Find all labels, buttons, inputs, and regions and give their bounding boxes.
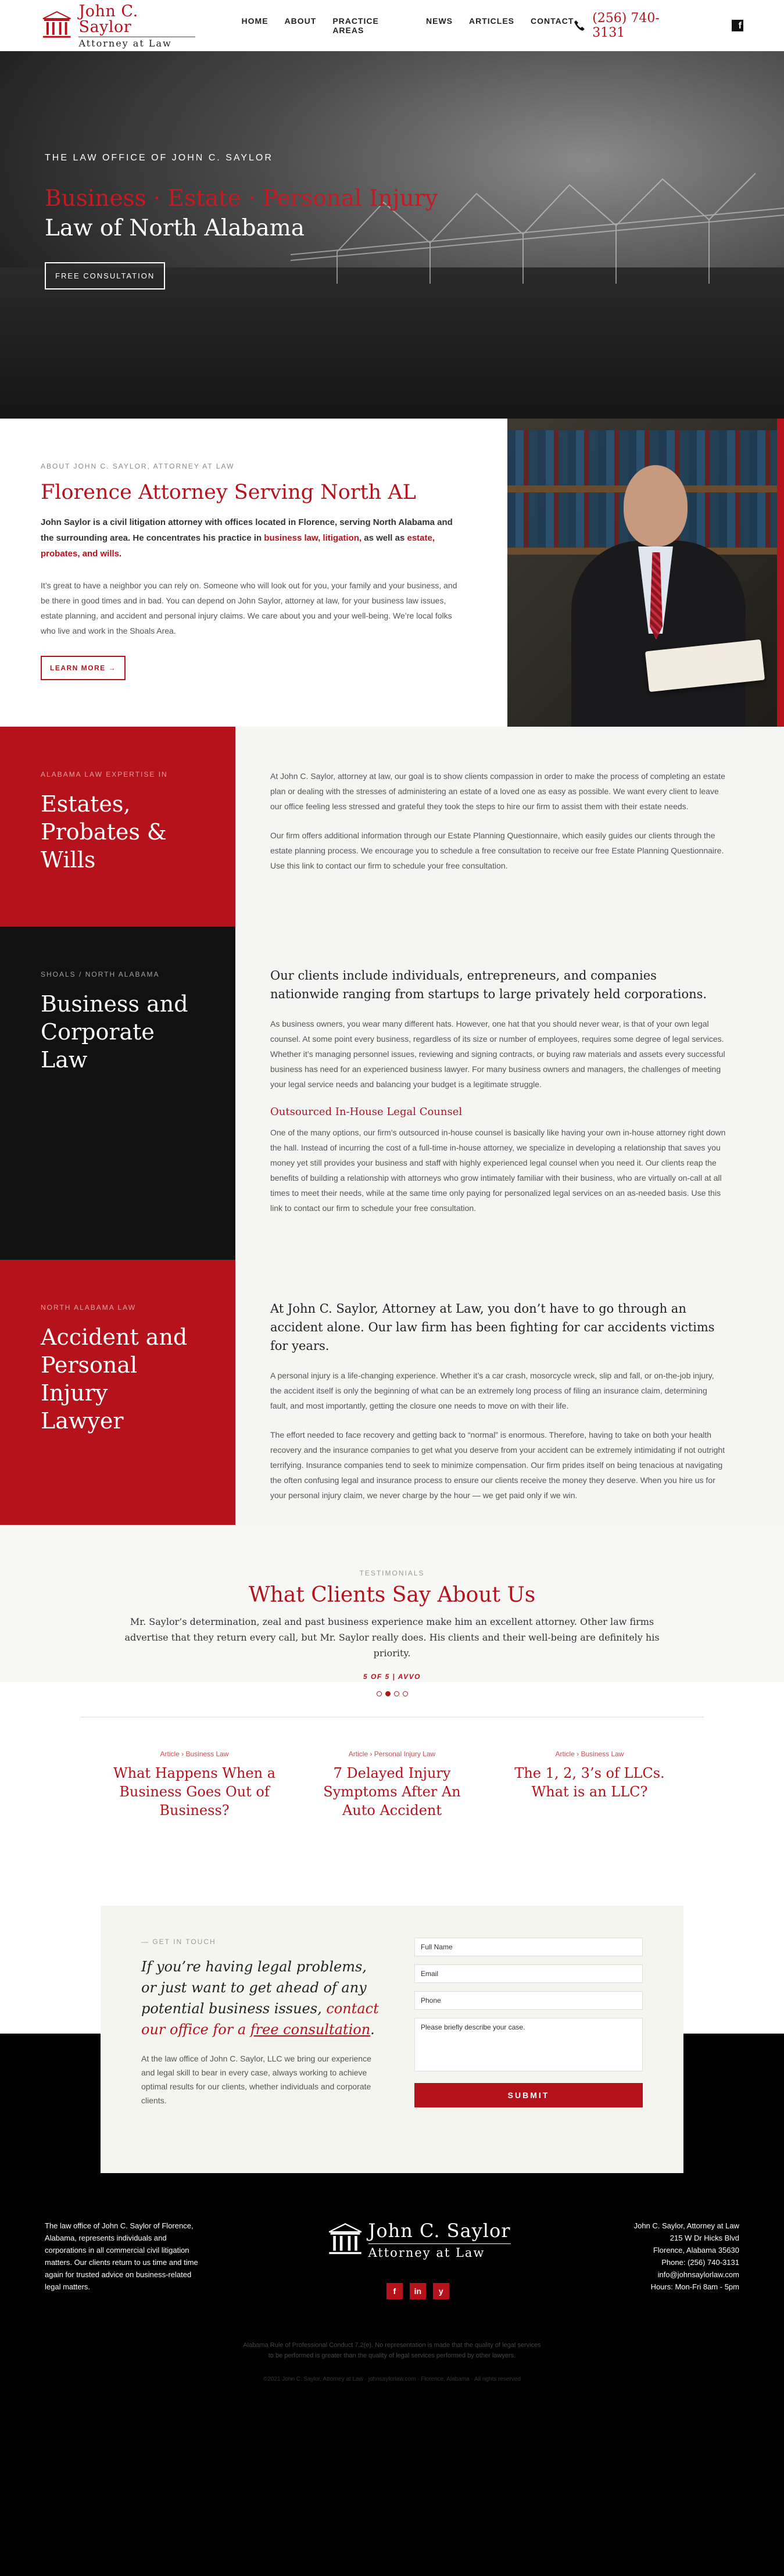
email-field[interactable]: Email bbox=[414, 1964, 643, 1983]
estates-section bbox=[0, 727, 784, 927]
submit-button[interactable]: SUBMIT bbox=[414, 2083, 643, 2107]
linkedin-icon[interactable]: in bbox=[410, 2283, 426, 2299]
site-logo[interactable] bbox=[41, 3, 195, 48]
phone-field[interactable]: Phone bbox=[414, 1991, 643, 2010]
footer-logo-subtitle: Attorney at Law bbox=[368, 2243, 511, 2260]
case-description-field[interactable]: Please briefly describe your case. bbox=[414, 2018, 643, 2071]
testimonials-title: What Clients Say About Us bbox=[248, 1583, 536, 1607]
business-subheading: Outsourced In-House Legal Counsel bbox=[270, 1106, 463, 1118]
contact-lead-end: . bbox=[370, 2021, 375, 2038]
injury-heading: At John C. Saylor, Attorney at Law, you don’t have to go through an accident alone. Our law firm has been fighting for car accidents victims for years. bbox=[270, 1302, 715, 1353]
estates-paragraph-1: At John C. Saylor, attorney at law, our goal is to show clients compassion in order to make the process of completing an estate plan or dealing with the stresses of administering an estate of a loved one as easy as possible. We want every client to leave our office feeling less stressed and grateful they took the steps to hire our firm to assist them with their estate needs. bbox=[270, 771, 725, 811]
footer-copyright: ©2021 John C. Saylor, Attorney at Law · johnsaylorlaw.com · Florence, Alabama · All rights reserved bbox=[263, 2376, 521, 2382]
contact-kicker: — GET IN TOUCH bbox=[141, 1938, 216, 1946]
site-footer bbox=[0, 2220, 784, 2382]
injury-section bbox=[0, 1260, 784, 1525]
contact-description: At the law office of John C. Saylor, LLC we bring our experience and legal skill to bear in every case, always working to achieve optimal results for our clients, whether individuals and corporate clients. bbox=[141, 2054, 371, 2105]
business-heading: Our clients include individuals, entrepreneurs, and companies nationwide ranging from startups to large privately held corporations. bbox=[270, 969, 707, 1001]
contact-lead-text: If you’re having legal problems, or just want to get ahead of any potential business issues, bbox=[141, 1959, 367, 2017]
attorney-photo bbox=[507, 419, 784, 727]
logo-name: John C. Saylor bbox=[78, 2, 138, 36]
about-section bbox=[0, 419, 784, 727]
contact-footer-section bbox=[0, 1906, 784, 2576]
article-card[interactable] bbox=[509, 1750, 671, 1820]
contact-lead bbox=[141, 1956, 380, 2040]
nav-home[interactable]: HOME bbox=[241, 16, 269, 26]
hero-water bbox=[0, 267, 784, 419]
article-category: Article › Personal Injury Law bbox=[348, 1750, 436, 1758]
hero-title-line2: Law of North Alabama bbox=[45, 215, 305, 241]
article-card[interactable] bbox=[113, 1750, 276, 1820]
business-section bbox=[0, 927, 784, 1260]
logo-subtitle: Attorney at Law bbox=[78, 37, 195, 48]
article-category: Article › Business Law bbox=[160, 1750, 229, 1758]
injury-paragraph-1: A personal injury is a life-changing experience. Whether it’s a car crash, mosorcycle wreck, slip and fall, or on-the-job injury, the accident itself is only the beginning of what can be an extremely long process of filing an insurance claim, determining fault, and most importantly, getting the closure one needs to move on with their life. bbox=[270, 1371, 714, 1410]
full-name-field[interactable]: Full Name bbox=[414, 1938, 643, 1956]
hero-title-line1: Business · Estate · Personal Injury bbox=[45, 185, 438, 212]
business-paragraph-2: One of the many options, our firm’s outsourced in-house counsel is basically like having your own in-house attorney right down the hall. Instead of incurring the cost of a full-time in-house attorney, we specialize in developing a relationship that saves you money yet still provides your business and staff with highly experienced legal counsel when you need it. Our clients reap the benefits of building a relationship with attorneys who grow intimately familiar with their business, who are virtually on-call at all times to meet their needs, while at the same time only paying for personalized legal services on an as-needed basis. Use this link to contact our firm to schedule your free consultation. bbox=[270, 1128, 726, 1213]
about-title: Florence Attorney Serving North AL bbox=[41, 481, 416, 504]
courthouse-icon bbox=[325, 2223, 366, 2257]
business-kicker: SHOALS / NORTH ALABAMA bbox=[41, 970, 160, 978]
about-body: It’s great to have a neighbor you can rely on. Someone who will look out for you, your family and your business, and be there in good times and in bad. You can depend on John Saylor, attorney at law, for your business law issues, estate planning, and accident and personal injury claims. We care about you and your well-being. We’re local folks who live and work in the Shoals Area. bbox=[41, 581, 457, 635]
injury-title: Accident and Personal Injury Lawyer bbox=[41, 1324, 188, 1434]
footer-email[interactable]: info@johnsaylorlaw.com bbox=[657, 2270, 739, 2279]
facebook-icon[interactable]: f bbox=[732, 20, 743, 31]
footer-logo[interactable] bbox=[325, 2220, 511, 2299]
footer-city: Florence, Alabama 35630 bbox=[653, 2246, 739, 2255]
main-nav bbox=[242, 16, 574, 35]
article-title[interactable]: The 1, 2, 3’s of LLCs. What is an LLC? bbox=[514, 1765, 665, 1800]
about-lead bbox=[41, 515, 467, 562]
hero-content bbox=[45, 153, 438, 290]
article-category: Article › Business Law bbox=[555, 1750, 624, 1758]
free-consultation-link[interactable]: free consultation bbox=[250, 2021, 371, 2038]
footer-hours: Hours: Mon-Fri 8am - 5pm bbox=[650, 2282, 739, 2291]
phone-icon bbox=[574, 20, 585, 31]
free-consultation-button[interactable]: FREE CONSULTATION bbox=[45, 262, 165, 290]
estates-paragraph-2: Our firm offers additional information through our Estate Planning Questionnaire, which easily guides our clients through the estate planning process. We encourage you to schedule a free consultation to receive our free Estate Planning Questionnaire. Use this link to contact our firm to schedule your free consultation. bbox=[270, 831, 724, 870]
hero bbox=[0, 51, 784, 419]
testimonials-section bbox=[0, 1525, 784, 1682]
footer-address bbox=[634, 2220, 739, 2299]
header-phone[interactable] bbox=[574, 11, 691, 40]
contact-form bbox=[414, 1938, 643, 2173]
about-lead-text-2: as well as bbox=[361, 533, 407, 543]
testimonial-quote: Mr. Saylor’s determination, zeal and past business experience make him an excellent attorney. Other law firms advertise that they return every call, but Mr. Saylor really does. His clients and their well-being are definitely his priority. bbox=[124, 1616, 660, 1659]
about-kicker: ABOUT JOHN C. SAYLOR, ATTORNEY AT LAW bbox=[41, 462, 235, 470]
business-paragraph-1: As business owners, you wear many different hats. However, one hat that you should never wear, is that of your own legal counsel. At some point every business, regardless of its size or number of employees, requires some degree of legal services. Whether it’s managing personnel issues, reviewing and signing contracts, or buying raw materials and assets every successful business has need for an experienced business lawyer. For many business owners and managers, the challenges of meeting your legal service needs and balancing your budget is a legitimate struggle. bbox=[270, 1019, 725, 1089]
nav-contact[interactable]: CONTACT bbox=[531, 16, 574, 26]
footer-logo-name: John C. Saylor bbox=[368, 2220, 511, 2242]
learn-more-button[interactable]: LEARN MORE → bbox=[41, 656, 126, 680]
contact-office-link[interactable]: contact our office for a bbox=[141, 2000, 379, 2038]
nav-about[interactable]: ABOUT bbox=[284, 16, 317, 26]
footer-firm: John C. Saylor, Attorney at Law bbox=[633, 2221, 739, 2230]
estates-kicker: ALABAMA LAW EXPERTISE IN bbox=[41, 770, 168, 778]
practice-link-estate[interactable]: estate, probates, and wills. bbox=[41, 533, 435, 559]
injury-paragraph-2: The effort needed to face recovery and getting back to “normal” is enormous. Therefore, having to take on both your health recovery and the insurance companies to get what you deserve from your accident can be extremely intimidating if not outright terrifying. Insurance companies tend to seek to minimize compensation. Our firm prides itself on being tenacious at navigating the often confusing legal and insurance process to ensure our clients receive the money they deserve. When you hire us for your personal injury claim, we never charge by the hour — we get paid only if we win. bbox=[270, 1430, 725, 1500]
footer-phone[interactable]: Phone: (256) 740-3131 bbox=[661, 2258, 739, 2267]
article-title[interactable]: 7 Delayed Injury Symptoms After An Auto Accident bbox=[323, 1765, 461, 1818]
footer-legal: Alabama Rule of Professional Conduct 7.2(e). No representation is made that the quality of legal services to be performed is greater than the quality of legal services performed by other lawyers. bbox=[243, 2342, 541, 2359]
nav-practice-areas[interactable]: PRACTICE AREAS bbox=[332, 16, 379, 35]
about-lead-text: John Saylor is a civil litigation attorney with offices located in Florence, serving North Alabama and the surrounding area. He concentrates his practice in bbox=[41, 517, 453, 543]
injury-kicker: NORTH ALABAMA LAW bbox=[41, 1303, 137, 1312]
footer-about: The law office of John C. Saylor of Florence, Alabama, represents individuals and corporations in all commercial civil litigation matters. Our clients return to us time and time again for trusted advice on business-related legal matters. bbox=[45, 2221, 198, 2291]
business-title: Business and Corporate Law bbox=[41, 991, 188, 1073]
contact-box bbox=[101, 1906, 683, 2173]
footer-street: 215 W Dr Hicks Blvd bbox=[670, 2234, 739, 2242]
articles-section bbox=[0, 1682, 784, 1906]
article-card[interactable] bbox=[311, 1750, 474, 1820]
hero-kicker: THE LAW OFFICE OF JOHN C. SAYLOR bbox=[45, 153, 273, 163]
testimonial-source: 5 OF 5 | AVVO bbox=[363, 1673, 421, 1681]
phone-number: (256) 740-3131 bbox=[592, 11, 660, 40]
yelp-icon[interactable]: y bbox=[433, 2283, 449, 2299]
nav-news[interactable]: NEWS bbox=[426, 16, 453, 26]
site-header bbox=[0, 0, 784, 51]
testimonials-kicker: TESTIMONIALS bbox=[359, 1569, 425, 1577]
facebook-icon[interactable]: f bbox=[386, 2283, 403, 2299]
article-title[interactable]: What Happens When a Business Goes Out of Business? bbox=[113, 1765, 275, 1818]
practice-link-business[interactable]: business law, litigation, bbox=[264, 533, 362, 543]
courthouse-icon bbox=[41, 10, 73, 41]
nav-articles[interactable]: ARTICLES bbox=[469, 16, 515, 26]
footer-socials bbox=[325, 2283, 511, 2299]
estates-title: Estates, Probates & Wills bbox=[41, 791, 167, 873]
